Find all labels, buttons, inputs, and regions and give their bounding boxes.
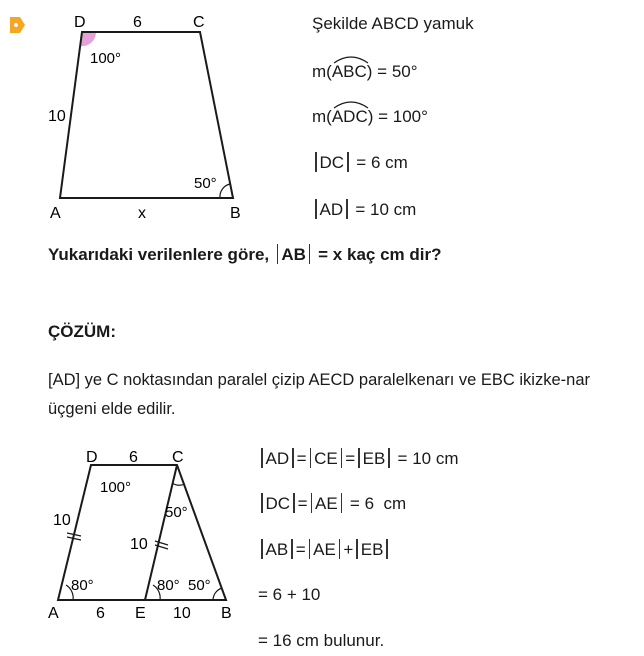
side-dc-label: 6 <box>133 14 142 31</box>
vertex-b-2: B <box>221 605 232 622</box>
vertex-e: E <box>135 605 146 622</box>
arc-abc-label: ABC <box>331 62 367 81</box>
solution-figure <box>40 440 255 640</box>
side-ae-label: 6 <box>96 605 105 622</box>
vertex-d: D <box>74 14 86 31</box>
given-angle-abc: m( ABC) = 50° <box>312 62 418 82</box>
angle-c-label: 50° <box>165 504 188 521</box>
angle-a-label: 80° <box>71 577 94 594</box>
vertex-b: B <box>230 205 241 222</box>
question-text: Yukarıdaki verilenlere göre, AB = x kaç cm dir? <box>48 245 442 264</box>
given-ad <box>312 199 416 220</box>
angle-b-arc-2 <box>213 588 222 600</box>
side-ad-label: 10 <box>48 108 66 125</box>
vertex-c-2: C <box>172 449 184 466</box>
solution-paragraph: [AD] ye C noktasından paralel çizip AECD paralelkenarı ve EBC ikizke-nar üçgeni elde edilir. <box>48 371 590 418</box>
angle-b-label: 50° <box>194 175 217 192</box>
bullet-marker-icon <box>6 14 28 36</box>
side-dc-label-2: 6 <box>129 449 138 466</box>
trapezoid-abcd <box>60 32 233 198</box>
given-angle-adc: m( ADC) = 100° <box>312 107 428 127</box>
vertex-a: A <box>50 205 61 222</box>
angle-d-label: 100° <box>90 50 122 67</box>
vertex-a-2: A <box>48 605 59 622</box>
equation-1: AD = CE = EB = 10 cm <box>258 448 459 469</box>
given-dc <box>312 152 408 173</box>
given-intro: Şekilde ABCD yamuk <box>312 14 474 33</box>
equation-5: = 16 cm bulunur. <box>258 631 385 650</box>
vertex-d-2: D <box>86 449 98 466</box>
side-ab-label: x <box>138 205 146 222</box>
side-ad-label-2: 10 <box>53 512 71 529</box>
dc-value: = 6 cm <box>356 153 408 172</box>
equation-4: = 6 + 10 <box>258 585 321 604</box>
trapezoid-figure <box>40 8 260 228</box>
tick-ce-1 <box>155 541 168 545</box>
ad-name: AD <box>319 200 344 219</box>
ad-value: = 10 cm <box>355 200 417 219</box>
side-eb-label: 10 <box>173 605 191 622</box>
angle-b-label-2: 50° <box>188 577 211 594</box>
vertex-c: C <box>193 14 205 31</box>
side-ce-label: 10 <box>130 536 148 553</box>
equation-2: DC = AE = 6 cm <box>258 493 406 514</box>
equation-3: AB = AE + EB <box>258 539 391 560</box>
dc-name: DC <box>319 153 345 172</box>
angle-b-arc <box>220 184 230 198</box>
angle-e-label: 80° <box>157 577 180 594</box>
arc-adc-label: ADC <box>331 107 368 126</box>
angle-d-label-2: 100° <box>100 479 132 496</box>
solution-heading: ÇÖZÜM: <box>48 322 116 341</box>
